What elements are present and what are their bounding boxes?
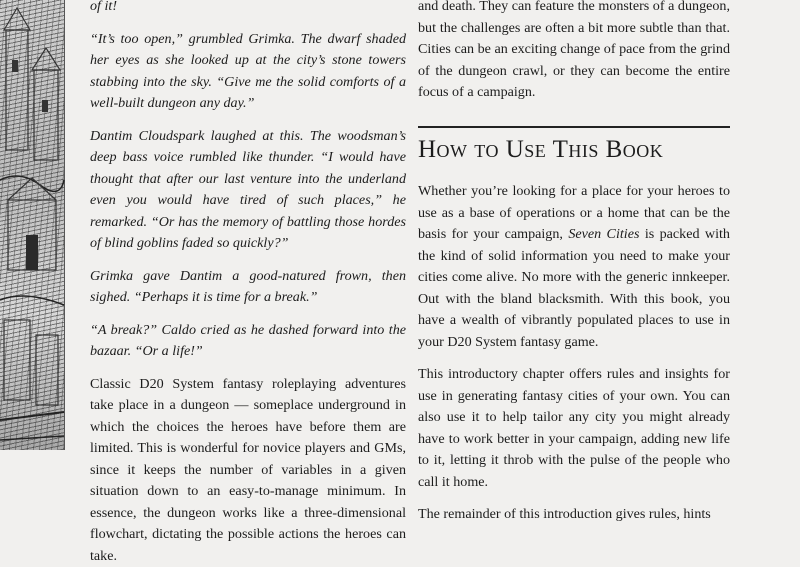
right-body (418, 181, 730, 526)
body-paragraph: This introductory chapter offers rules and insights for use in generating fantasy cities of your own. You can also use it to help tailor any city you might already have to work better in your campaign, adding new life to it, letting it throb with the pulse of the people who call it home. (418, 364, 730, 493)
narrative-paragraph: Grimka gave Dantim a good-natured frown, then sighed. “Perhaps it is time for a break.” (90, 266, 406, 309)
city-illustration (0, 0, 65, 450)
book-title: Seven Cities (568, 226, 639, 242)
narrative-fragment: of it! (90, 0, 406, 18)
section-heading-block (418, 126, 730, 164)
right-column (418, 0, 730, 104)
city-illustration-drawing (0, 0, 64, 450)
body-paragraph: Classic D20 System fantasy roleplaying adventures take place in a dungeon — someplace underground in which the choices the heroes have before them are limited. This is wonderful for novice players and GMs, since it keeps the number of variables in a given situation down to an easy-to-manage minimum. In essence, the dungeon works like a three-dimensional flowchart, dictating the possible actions the heroes can take. (90, 374, 406, 567)
body-paragraph: and death. They can feature the monsters of a dungeon, but the challenges are often a bit more subtle than that. Cities can be an exciting change of pace from the grind of the dungeon crawl, or they can become the entire focus of a campaign. (418, 0, 730, 104)
section-divider (418, 126, 730, 128)
body-paragraph: The remainder of this introduction gives rules, hints (418, 504, 730, 526)
narrative-paragraph: Dantim Cloudspark laughed at this. The woodsman’s deep bass voice rumbled like thunder. “I would have thought that after our last venture into the underland even you would have tired of such places,” he remarked. “Or has the memory of battling those hordes of blind goblins faded so quickly?” (90, 126, 406, 255)
left-column (90, 0, 406, 567)
body-paragraph: Whether you’re looking for a place for your heroes to use as a base of operations or a home that can be the basis for your campaign, Seven Cities is packed with the kind of solid information you need to make your cities come alive. No more with the generic innkeeper. Out with the bland blacksmith. With this book, you have a wealth of vibrantly populated places to use in your D20 System fantasy game. (418, 181, 730, 353)
narrative-paragraph: “It’s too open,” grumbled Grimka. The dwarf shaded her eyes as she looked up at the city’s stone towers stabbing into the sky. “Give me the solid comforts of a well-built dungeon any day.” (90, 29, 406, 115)
narrative-paragraph: “A break?” Caldo cried as he dashed forward into the bazaar. “Or a life!” (90, 320, 406, 363)
section-heading: How to Use This Book (418, 136, 730, 164)
